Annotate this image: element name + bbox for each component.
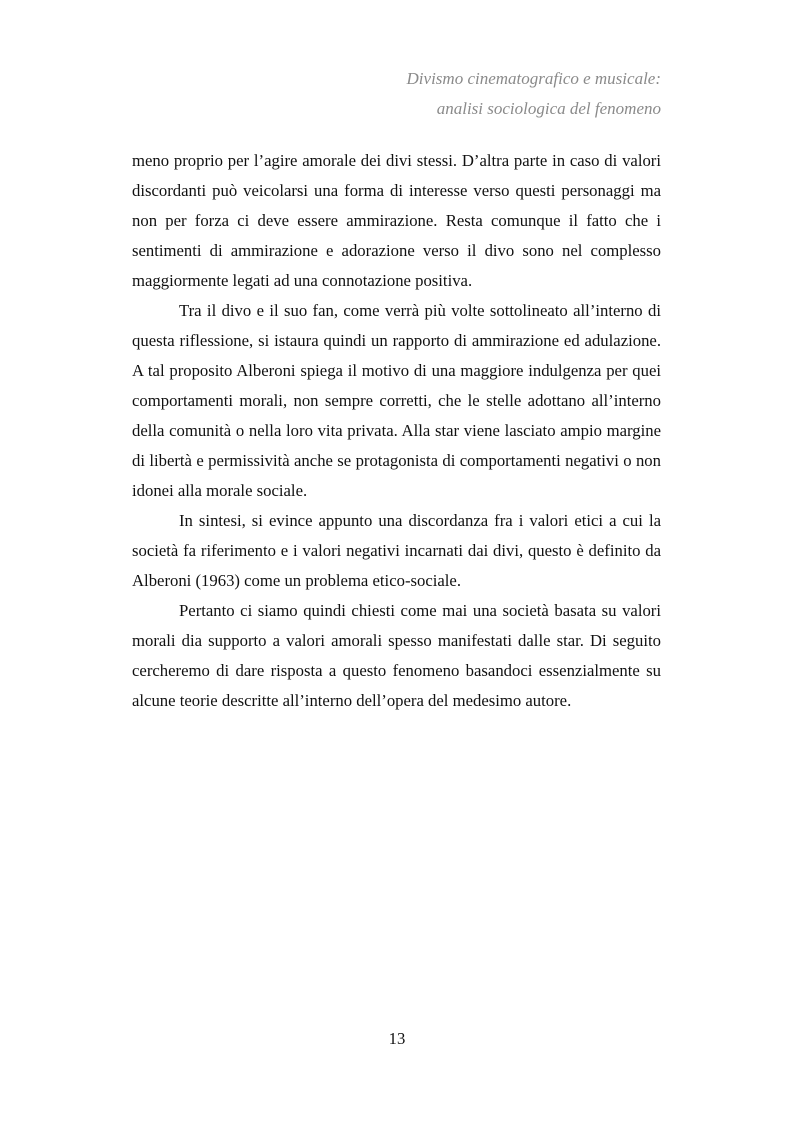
paragraph: Pertanto ci siamo quindi chiesti come mai una società basata su valori morali dia supporto a valori amorali spesso manifestati dalle star. Di seguito cercheremo di dare risposta a questo fenomeno basandoci essenzialmente su alcune teorie descritte all’interno dell’opera del medesimo autore. [132,601,661,710]
paragraph: Tra il divo e il suo fan, come verrà più volte sottolineato all’interno di questa riflessione, si istaura quindi un rapporto di ammirazione ed adulazione. A tal proposito Alberoni spiega il motivo di una maggiore indulgenza per quei comportamenti morali, non sempre corretti, che le stelle adottano all’interno della comunità o nella loro vita privata. Alla star viene lasciato ampio margine di libertà e permissività anche se protagonista di comportamenti negativi o non idonei alla morale sociale. [132,301,661,500]
header-title-line-2: analisi sociologica del fenomeno [436,99,661,118]
body-text [132,146,661,716]
running-header [407,64,661,124]
paragraph: In sintesi, si evince appunto una discordanza fra i valori etici a cui la società fa riferimento e i valori negativi incarnati dai divi, questo è definito da Alberoni (1963) come un problema etico-sociale. [132,511,661,590]
header-title-line-1: Divismo cinematografico e musicale: [406,69,661,88]
page-number: 13 [388,1029,406,1048]
paragraph-continuation: meno proprio per l’agire amorale dei divi stessi. D’altra parte in caso di valori discordanti può veicolarsi una forma di interesse verso questi personaggi ma non per forza ci deve essere ammirazione. Resta comunque il fatto che i sentimenti di ammirazione e adorazione verso il divo sono nel complesso maggiormente legati ad una connotazione positiva. [132,151,661,290]
